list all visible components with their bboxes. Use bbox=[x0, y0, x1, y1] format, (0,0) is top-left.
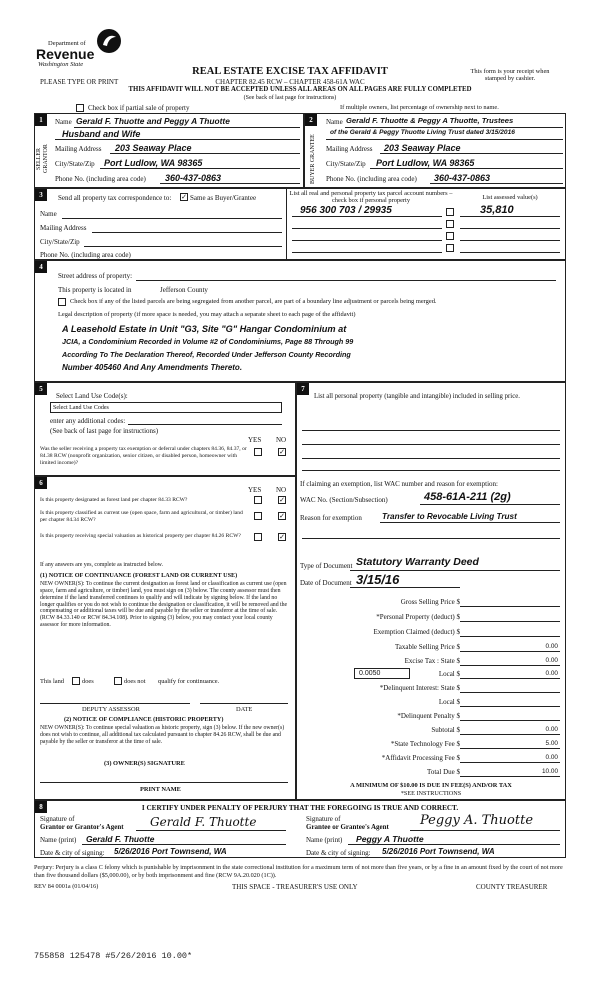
tech-fee-value: 5.00 bbox=[545, 740, 558, 747]
grantor-agent-label: Grantor or Grantor's Agent bbox=[40, 823, 124, 831]
section-3-badge: 3 bbox=[35, 189, 47, 201]
forest-land-section bbox=[34, 476, 296, 800]
send-correspondence-label: Send all property tax correspondence to: bbox=[58, 194, 172, 202]
see-instructions: *SEE INSTRUCTIONS bbox=[400, 790, 462, 797]
buyer-side-label: BUYER GRANTEE bbox=[310, 134, 316, 184]
continuance-body: NEW OWNER(S): To continue the current designation as forest land or classification as current use (open space, farm and agriculture, or timber) land, you must sign on (3) below. The county assessor must then determine if the land transferred continues to qualify and will indicate by signing below. If the land no longer qualifies or you do not wish to continue the designation or classification, it will be removed and the compensating or additional taxes will be due and payable by the seller or transferor at the time of sale. (RCW 84.33.140 or RCW 84.34.108). Prior to signing (3) below, you may contact your local county assessor for more information. bbox=[40, 581, 288, 629]
buyer-phone[interactable]: 360-437-0863 bbox=[434, 173, 491, 183]
seller-name-label: Name bbox=[55, 118, 72, 126]
buyer-name-2[interactable]: of the Gerald & Peggy Thuotte Living Trust dated 3/15/2016 bbox=[330, 129, 515, 136]
qualify-label: qualify for continuance. bbox=[158, 678, 220, 685]
legal-description-label: Legal description of property (if more space is needed, you may attach a separate sheet to each page of the affidavit) bbox=[58, 311, 356, 318]
historic-body: NEW OWNER(S): To continue special valuation as historic property, sign (3) below. If the new owner(s) does not wish to continue, all additional tax calculated pursuant to chapter 84.26 RCW, shall be due and payable by the seller or transferor at the time of sale. bbox=[40, 725, 285, 745]
legal-line-4[interactable]: Number 405460 And Any Amendments Thereto. bbox=[62, 363, 243, 372]
land-does-checkbox[interactable] bbox=[72, 677, 80, 685]
current-use-question: Is this property classified as current use (open space, farm and agricultural, or timber) land per chapter 84.34 RCW? bbox=[40, 510, 243, 523]
deputy-assessor-label: DEPUTY ASSESSOR bbox=[82, 706, 140, 713]
land-does-not-checkbox[interactable] bbox=[114, 677, 122, 685]
seller-city[interactable]: Port Ludlow, WA 98365 bbox=[104, 158, 203, 168]
doc-type-label: Type of Document bbox=[300, 562, 353, 570]
seller-mailing-label: Mailing Address bbox=[55, 145, 102, 153]
county-label: This property is located in bbox=[58, 286, 132, 294]
exemption-yes[interactable] bbox=[254, 448, 262, 456]
dept-line1: Department of bbox=[48, 40, 86, 47]
segregated-checkbox[interactable] bbox=[58, 298, 66, 306]
taxable-value: 0.00 bbox=[545, 643, 558, 650]
personal-prop-checkbox-2[interactable] bbox=[446, 220, 454, 228]
historic-yes[interactable] bbox=[254, 533, 262, 541]
doc-date[interactable]: 3/15/16 bbox=[356, 572, 400, 587]
legal-line-3[interactable]: According To The Declaration Thereof, Recorded Under Jefferson County Recording bbox=[62, 350, 351, 359]
subtotal-label: Subtotal $ bbox=[431, 726, 460, 734]
exemption-reason-label: Reason for exemption bbox=[300, 514, 362, 522]
form-title: REAL ESTATE EXCISE TAX AFFIDAVIT bbox=[192, 66, 388, 77]
historic-question: Is this property receiving special valuation as historical property per chapter 84.26 RCW? bbox=[40, 533, 241, 539]
county-value[interactable]: Jefferson County bbox=[160, 286, 208, 294]
seller-city-label: City/State/Zip bbox=[55, 160, 95, 168]
personal-prop-label: *Personal Property (deduct) $ bbox=[376, 613, 460, 621]
additional-codes-label: enter any additional codes: bbox=[50, 417, 126, 425]
seller-phone-label: Phone No. (including area code) bbox=[55, 175, 146, 183]
delinquent-interest-label: *Delinquent Interest: State $ bbox=[379, 684, 460, 692]
seller-side-label: SELLER GRANTOR bbox=[36, 144, 49, 174]
grantor-sig-label: Signature of bbox=[40, 815, 75, 823]
personal-prop-checkbox-4[interactable] bbox=[446, 244, 454, 252]
current-use-no[interactable]: ✓ bbox=[279, 512, 285, 520]
please-type: PLEASE TYPE OR PRINT bbox=[40, 78, 119, 86]
minimum-due-note: A MINIMUM OF $10.00 IS DUE IN FEE(S) AND/OR TAX bbox=[350, 782, 512, 789]
land-use-label: Select Land Use Code(s): bbox=[56, 392, 128, 400]
gross-label: Gross Selling Price $ bbox=[400, 598, 460, 606]
section-6-badge: 6 bbox=[35, 477, 47, 489]
parcel-account[interactable]: 956 300 703 / 29935 bbox=[300, 205, 392, 216]
land-does-label: does bbox=[82, 678, 94, 685]
dept-line3: Washington State bbox=[38, 61, 84, 68]
excise-state-label: Excise Tax : State $ bbox=[404, 657, 460, 665]
same-as-buyer-checkbox[interactable]: ✓ bbox=[181, 193, 187, 201]
buyer-city-label: City/State/Zip bbox=[326, 160, 366, 168]
form-revision: REV 84 0001a (01/04/16) bbox=[34, 883, 99, 890]
historic-no[interactable]: ✓ bbox=[279, 533, 285, 541]
dept-line2: Revenue bbox=[36, 46, 95, 62]
subtotal-value: 0.00 bbox=[545, 726, 558, 733]
grantor-date-label: Date & city of signing: bbox=[40, 849, 105, 857]
section-4-badge: 4 bbox=[35, 261, 47, 273]
buyer-mailing-label: Mailing Address bbox=[326, 145, 373, 153]
section-2-badge: 2 bbox=[305, 114, 317, 126]
receipt-note: This form is your receipt when stamped by cashier. bbox=[470, 68, 550, 83]
grantor-date-city[interactable]: 5/26/2016 Port Townsend, WA bbox=[114, 847, 227, 856]
section-8-badge: 8 bbox=[35, 801, 47, 813]
accounts-label: List all real and personal property tax parcel account numbers – check box if personal property bbox=[289, 190, 453, 205]
assessed-label: List assessed value(s) bbox=[482, 194, 538, 201]
seller-phone[interactable]: 360-437-0863 bbox=[165, 173, 222, 183]
form-warning: THIS AFFIDAVIT WILL NOT BE ACCEPTED UNLESS ALL AREAS ON ALL PAGES ARE FULLY COMPLETED bbox=[128, 86, 472, 93]
buyer-name-label: Name bbox=[326, 118, 343, 126]
partial-sale-label: Check box if partial sale of property bbox=[88, 104, 190, 112]
exemption-claim-label: If claiming an exemption, list WAC number and reason for exemption: bbox=[300, 480, 498, 488]
corr-mailing-label: Mailing Address bbox=[40, 224, 87, 232]
processing-fee-label: *Affidavit Processing Fee $ bbox=[381, 754, 460, 762]
wac-number[interactable]: 458-61A-211 (2g) bbox=[424, 491, 511, 503]
print-name-label: PRINT NAME bbox=[140, 786, 181, 793]
local-label: Local $ bbox=[438, 670, 460, 678]
corr-city-label: City/State/Zip bbox=[40, 238, 80, 246]
assessed-value[interactable]: 35,810 bbox=[480, 204, 514, 216]
grantor-name[interactable]: Gerald F. Thuotte bbox=[86, 834, 155, 844]
grantee-name[interactable]: Peggy A Thuotte bbox=[356, 834, 424, 844]
certify-statement: I CERTIFY UNDER PENALTY OF PERJURY THAT THE FOREGOING IS TRUE AND CORRECT. bbox=[141, 804, 459, 812]
section-1-badge: 1 bbox=[35, 114, 47, 126]
buyer-phone-label: Phone No. (including area code) bbox=[326, 175, 417, 183]
historic-title: (2) NOTICE OF COMPLIANCE (HISTORIC PROPERTY) bbox=[64, 716, 224, 723]
corr-name-label: Name bbox=[40, 210, 57, 218]
buyer-city[interactable]: Port Ludlow, WA 98365 bbox=[376, 158, 475, 168]
corr-phone-label: Phone No. (including area code) bbox=[40, 251, 131, 259]
seller-mailing[interactable]: 203 Seaway Place bbox=[115, 143, 192, 153]
local-value: 0.00 bbox=[545, 670, 558, 677]
if-yes-note: If any answers are yes, complete as instructed below. bbox=[40, 562, 163, 568]
s5-no-header: NO bbox=[276, 436, 287, 444]
local-rate-field[interactable]: 0.0050 bbox=[354, 668, 410, 679]
land-use-see-back: (See back of last page for instructions) bbox=[50, 427, 159, 435]
segregated-label: Check box if any of the listed parcels are being segregated from another parcel, are part of a boundary line adjustment or parcels being merged. bbox=[70, 298, 437, 305]
partial-sale-checkbox[interactable] bbox=[76, 104, 84, 112]
processing-fee-value: 0.00 bbox=[545, 754, 558, 761]
delinquent-penalty-label: *Delinquent Penalty $ bbox=[397, 712, 460, 720]
exemption-claimed-label: Exemption Claimed (deduct) $ bbox=[373, 628, 460, 636]
doc-date-label: Date of Document bbox=[300, 579, 352, 587]
continuance-title: (1) NOTICE OF CONTINUANCE (FOREST LAND OR CURRENT USE) bbox=[40, 572, 238, 579]
exemption-reason[interactable]: Transfer to Revocable Living Trust bbox=[382, 512, 517, 521]
personal-prop-checkbox-1[interactable] bbox=[446, 208, 454, 216]
s6-no-header: NO bbox=[276, 486, 287, 494]
seller-name[interactable]: Gerald F. Thuotte and Peggy A Thuotte bbox=[76, 116, 230, 126]
same-as-buyer-label: Same as Buyer/Grantee bbox=[190, 194, 257, 202]
perjury-notice: Perjury: Perjury is a class C felony which is punishable by imprisonment in the state correctional institution for a maximum term of not more than five years, or by a fine in an amount fixed by the court of not more than five thousand dollars ($5,000.00), or by both imprisonment and fine (RCW 9A.20.020 (1C)). bbox=[34, 864, 563, 879]
county-treasurer: COUNTY TREASURER bbox=[476, 883, 548, 891]
section-5-badge: 5 bbox=[35, 383, 47, 395]
total-due-label: Total Due $ bbox=[427, 768, 460, 776]
legal-line-1[interactable]: A Leasehold Estate in Unit "G3, Site "G" Hangar Condominium at bbox=[62, 324, 347, 334]
dor-logo bbox=[30, 26, 130, 74]
land-does-not-label: does not bbox=[124, 678, 146, 685]
grantee-agent-label: Grantee or Grantee's Agent bbox=[306, 823, 389, 831]
seller-name-2[interactable]: Husband and Wife bbox=[62, 129, 141, 139]
this-land-label: This land bbox=[40, 678, 64, 685]
exemption-question: Was the seller receiving a property tax exemption or deferral under chapters 84.36, 84.37, or 84.38 RCW (nonprofit organization, senior citizen, or disabled person, homeowner with limited income)? bbox=[40, 446, 247, 466]
excise-state-value: 0.00 bbox=[545, 657, 558, 664]
cashier-stamp: 755858 125478 #5/26/2016 10.00* bbox=[34, 951, 193, 961]
total-due-value: 10.00 bbox=[542, 768, 558, 775]
street-address-label: Street address of property: bbox=[58, 272, 133, 280]
forest-question: Is this property designated as forest land per chapter 84.33 RCW? bbox=[40, 497, 188, 503]
grantee-sig-label: Signature of bbox=[306, 815, 341, 823]
grantee-date-city[interactable]: 5/26/2016 Port Townsend, WA bbox=[382, 847, 495, 856]
grantee-date-label: Date & city of signing: bbox=[306, 849, 371, 857]
tech-fee-label: *State Technology Fee $ bbox=[390, 740, 460, 748]
land-use-select[interactable]: Select Land Use Codes bbox=[50, 402, 282, 413]
buyer-name[interactable]: Gerald F. Thuotte & Peggy A Thuotte, Trustees bbox=[346, 116, 514, 125]
personal-property-label: List all personal property (tangible and intangible) included in selling price. bbox=[314, 393, 520, 400]
s5-yes-header: YES bbox=[248, 436, 262, 444]
legal-line-2[interactable]: JCIA, a Condominium Recorded in Volume #2 of Condominiums, Page 88 Through 99 bbox=[62, 337, 354, 346]
grantee-signature[interactable]: Peggy A. Thuotte bbox=[420, 813, 534, 828]
doc-type[interactable]: Statutory Warranty Deed bbox=[356, 556, 479, 568]
local2-label: Local $ bbox=[438, 698, 460, 706]
taxable-label: Taxable Selling Price $ bbox=[394, 643, 460, 651]
wac-label: WAC No. (Section/Subsection) bbox=[300, 496, 388, 504]
forest-yes[interactable] bbox=[254, 496, 262, 504]
owner-signature-label: (3) OWNER(S) SIGNATURE bbox=[104, 760, 185, 767]
assessor-date-label: DATE bbox=[236, 706, 253, 713]
exemption-no[interactable]: ✓ bbox=[279, 448, 285, 456]
s6-yes-header: YES bbox=[248, 486, 262, 494]
current-use-yes[interactable] bbox=[254, 512, 262, 520]
see-back: (See back of last page for instructions) bbox=[243, 95, 337, 101]
grantor-name-label: Name (print) bbox=[40, 836, 77, 844]
form-chapter: CHAPTER 82.45 RCW – CHAPTER 458-61A WAC bbox=[215, 78, 365, 86]
forest-no[interactable]: ✓ bbox=[279, 496, 285, 504]
treasurer-use-only: THIS SPACE - TREASURER'S USE ONLY bbox=[232, 883, 358, 891]
grantor-signature[interactable]: Gerald F. Thuotte bbox=[150, 815, 257, 829]
multiple-owners-note: If multiple owners, list percentage of ownership next to name. bbox=[340, 104, 499, 111]
buyer-mailing[interactable]: 203 Seaway Place bbox=[384, 143, 461, 153]
revenue-logo-icon bbox=[96, 28, 122, 54]
personal-prop-checkbox-3[interactable] bbox=[446, 232, 454, 240]
section-7-badge: 7 bbox=[297, 383, 309, 395]
grantee-name-label: Name (print) bbox=[306, 836, 343, 844]
